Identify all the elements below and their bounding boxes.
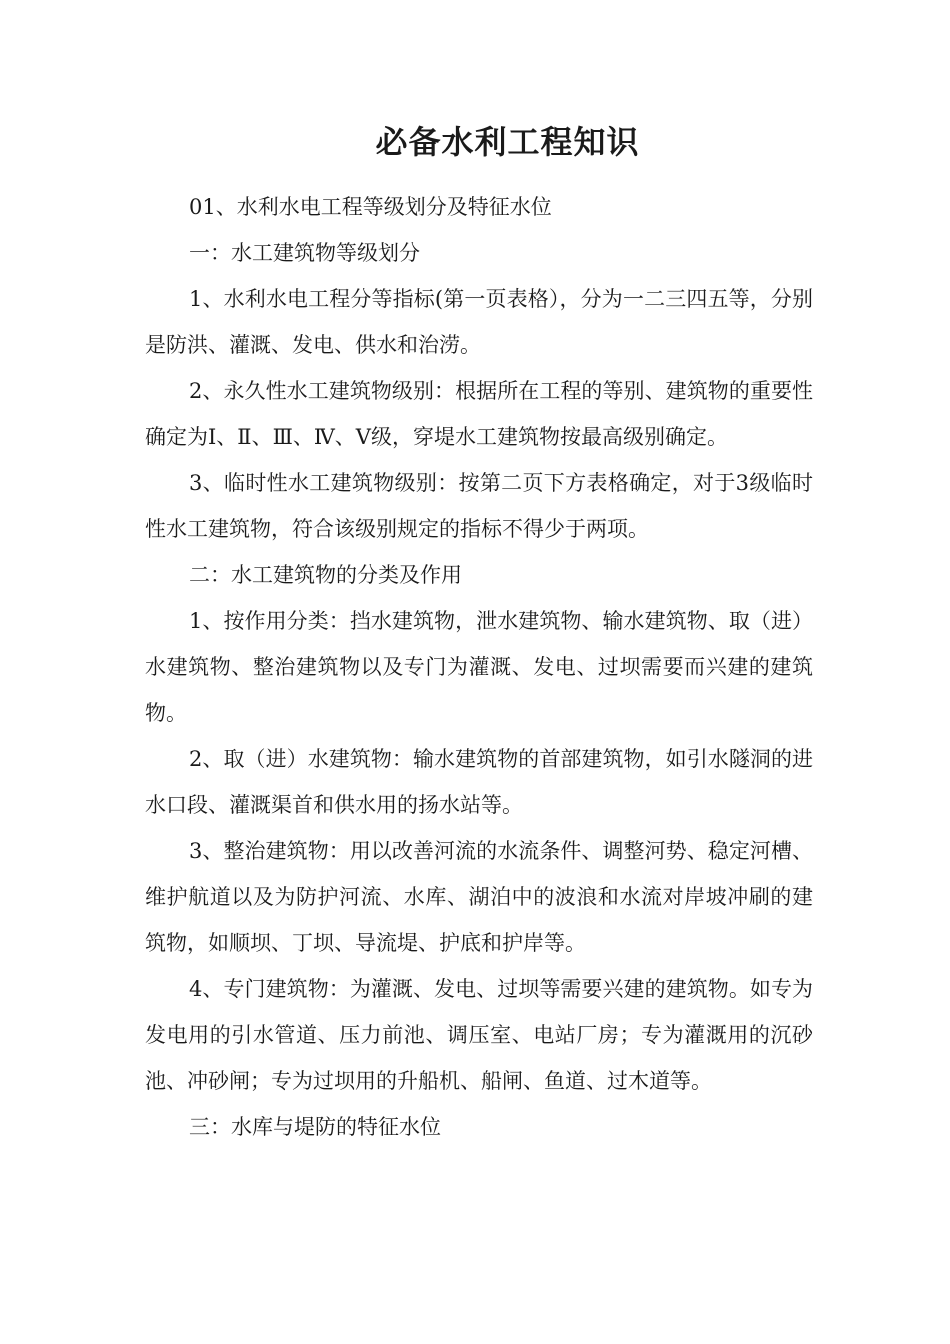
paragraph-temporary-levels: 3、临时性水工建筑物级别：按第二页下方表格确定，对于3级临时性水工建筑物，符合该级别规定的指标不得少于两项。 <box>145 471 813 541</box>
section-heading-01: 01、水利水电工程等级划分及特征水位 <box>189 195 552 219</box>
subsection-heading-2: 二：水工建筑物的分类及作用 <box>189 563 462 587</box>
paragraph-special-structures: 4、专门建筑物：为灌溉、发电、过坝等需要兴建的建筑物。如专为发电用的引水管道、压力前池、调压室、电站厂房；专为灌溉用的沉砂池、冲砂闸；专为过坝用的升船机、船闸、鱼道、过木道等。 <box>145 977 813 1093</box>
paragraph-regulation-structures: 3、整治建筑物：用以改善河流的水流条件、调整河势、稳定河槽、维护航道以及为防护河流、水库、湖泊中的波浪和水流对岸坡冲刷的建筑物，如顺坝、丁坝、导流堤、护底和护岸等。 <box>145 839 813 955</box>
subsection-heading-1: 一：水工建筑物等级划分 <box>189 241 420 265</box>
document-title: 必备水利工程知识 <box>375 123 640 161</box>
subsection-heading-3: 三：水库与堤防的特征水位 <box>189 1115 441 1139</box>
paragraph-intake-structures: 2、取（进）水建筑物：输水建筑物的首部建筑物，如引水隧洞的进水口段、灌溉渠首和供水用的扬水站等。 <box>145 747 813 817</box>
paragraph-engineering-grades: 1、水利水电工程分等指标(第一页表格），分为一二三四五等，分别是防洪、灌溉、发电、供水和治涝。 <box>145 287 813 357</box>
paragraph-permanent-levels: 2、永久性水工建筑物级别：根据所在工程的等别、建筑物的重要性确定为Ⅰ、Ⅱ、Ⅲ、Ⅳ、Ⅴ级，穿堤水工建筑物按最高级别确定。 <box>145 379 813 449</box>
paragraph-classification: 1、按作用分类：挡水建筑物，泄水建筑物、输水建筑物、取（进）水建筑物、整治建筑物以及专门为灌溉、发电、过坝需要而兴建的建筑物。 <box>145 609 813 725</box>
document-body <box>145 184 813 1150</box>
